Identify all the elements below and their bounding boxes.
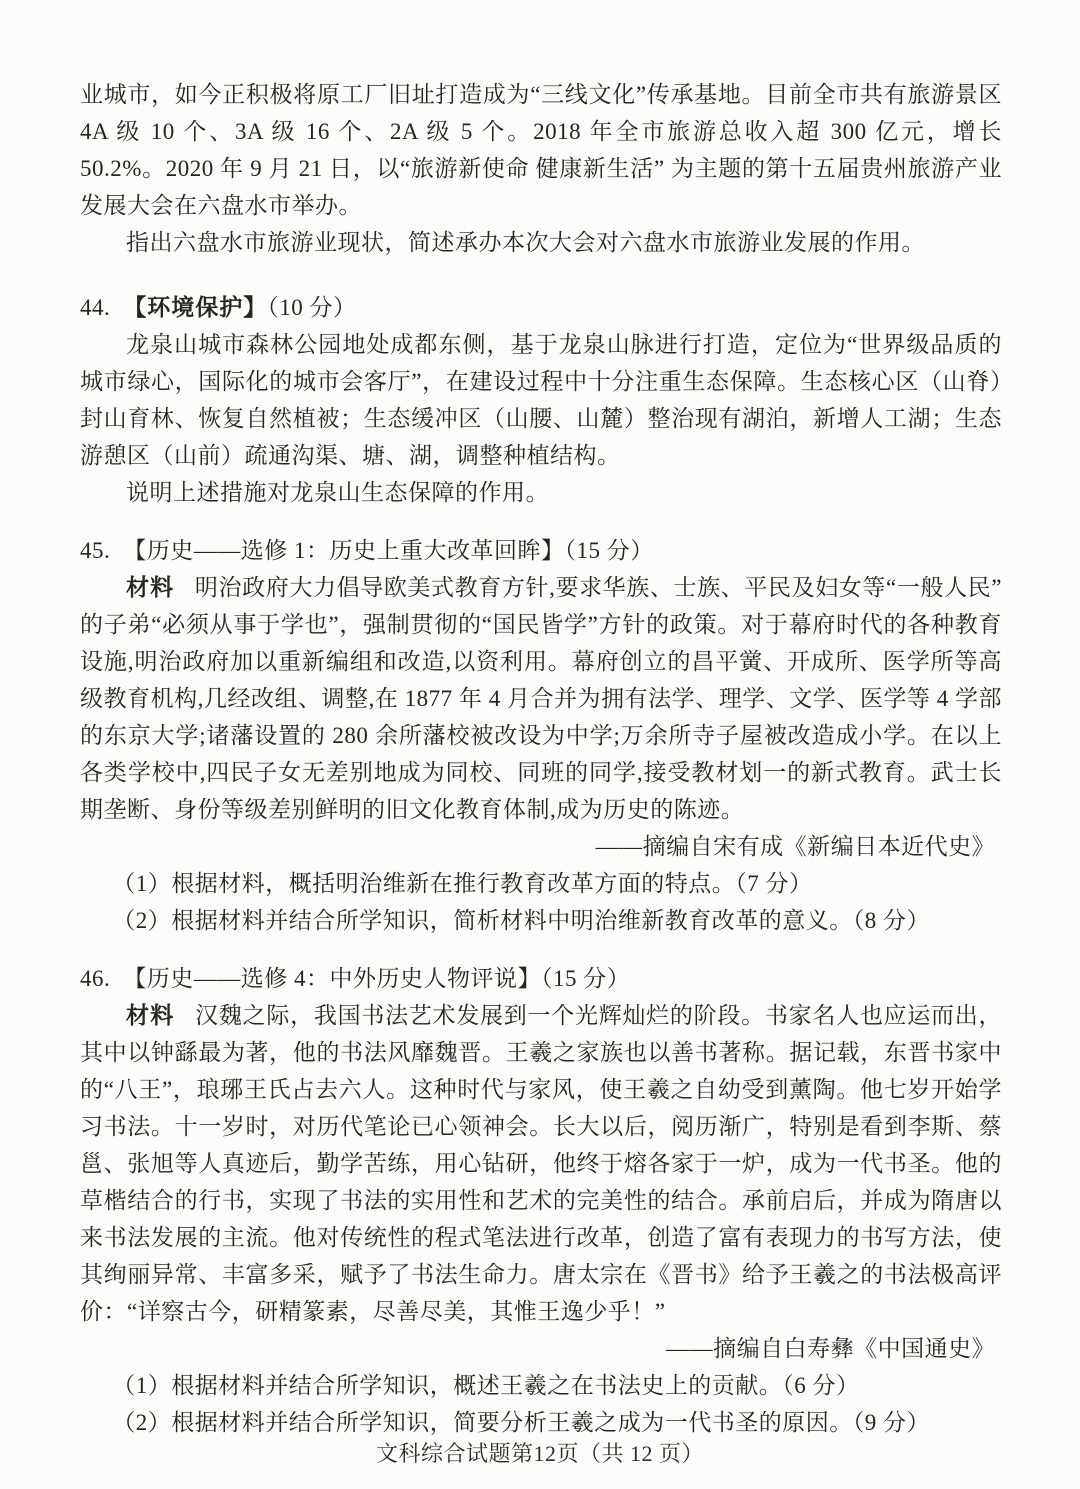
question-task: 指出六盘水市旅游业现状，简述承办本次大会对六盘水市旅游业发展的作用。 [126,230,925,255]
question-heading [80,960,1002,997]
material-paragraph: 龙泉山城市森林公园地处成都东侧，基于龙泉山脉进行打造，定位为“世界级品质的城市绿心，国际化的城市会客厅”，在建设过程中十分注重生态保障。生态核心区（山脊）封山育林、恢复自然植被；生态缓冲区（山腰、山麓）整治现有湖泊，新增人工湖；生态游憩区（山前）疏通沟渠、塘、湖，调整种植结构。 [80,332,1002,468]
question-number: 46. [80,966,111,991]
question-score: （15 分） [541,966,631,991]
sub-question-1: （1）根据材料并结合所学知识，概述王羲之在书法史上的贡献。（6 分） [112,1373,860,1398]
question-score: （10 分） [267,295,357,320]
exam-text-area [80,76,1002,1441]
question-task: 说明上述措施对龙泉山生态保障的作用。 [126,480,549,505]
question-title: 【历史——选修 1：历史上重大改革回眸】 [123,538,565,563]
material-paragraph [80,997,1002,1330]
material-source: ——摘编自白寿彝《中国通史》 [666,1336,996,1361]
question-46 [80,960,1002,1441]
question-43-continuation [80,76,1002,261]
question-title: 【环境保护】 [123,295,268,320]
sub-question-2: （2）根据材料并结合所学知识，简析材料中明治维新教育改革的意义。（8 分） [112,908,930,933]
material-text: 明治政府大力倡导欧美式教育方针,要求华族、士族、平民及妇女等“一般人民”的子弟“必须从事于学也”，强制贯彻的“国民皆学”方针的政策。对于幕府时代的各种教育设施,明治政府加以重新编组和改造,以资利用。幕府创立的昌平黉、开成所、医学所等高级教育机构,几经改组、调整,在 1877 年 4 月合并为拥有法学、理学、文学、医学等 4 学部的东京大学;诸藩设置的 280 余所藩校被改设为中学;万余所寺子屋被改造成小学。在以上各类学校中,四民子女无差别地成为同校、同班的同学,接受教材划一的新式教育。武士长期垄断、身份等级差别鲜明的旧文化教育体制,成为历史的陈迹。 [80,575,1003,822]
material-text: 汉魏之际，我国书法艺术发展到一个光辉灿烂的阶段。书家名人也应运而出，其中以钟繇最为著，他的书法风靡魏晋。王羲之家族也以善书著称。据记载，东晋书家中的“八王”，琅琊王氏占去六人。这种时代与家风，使王羲之自幼受到薰陶。他七岁开始学习书法。十一岁时，对历代笔论已心领神会。长大以后，阅历渐广，特别是看到李斯、蔡邕、张旭等人真迹后，勤学苦练，用心钻研，他终于熔各家于一炉，成为一代书圣。他的草楷结合的行书，实现了书法的实用性和艺术的完美性的结合。承前启后，并成为隋唐以来书法发展的主流。他对传统性的程式笔法进行改革，创造了富有表现力的书写方法，使其绚丽异常、丰富多采，赋予了书法生命力。唐太宗在《晋书》给予王羲之的书法极高评价：“详察古今，研精篆素，尽善尽美，其惟王逸少乎！” [80,1003,1003,1324]
material-label: 材料 [126,575,175,600]
page-footer: 文科综合试题第12页（共 12 页） [375,1441,704,1466]
question-number: 44. [80,295,111,320]
sub-question-2: （2）根据材料并结合所学知识，简要分析王羲之成为一代书圣的原因。（9 分） [112,1410,930,1435]
material-source: ——摘编自宋有成《新编日本近代史》 [595,834,996,859]
question-heading [80,532,1002,569]
question-score: （15 分） [564,538,654,563]
sub-question-1: （1）根据材料，概括明治维新在推行教育改革方面的特点。（7 分） [112,871,813,896]
question-title: 【历史——选修 4：中外历史人物评说】 [123,966,541,991]
material-label: 材料 [126,1003,175,1028]
continuation-paragraph: 业城市，如今正积极将原工厂旧址打造成为“三线文化”传承基地。目前全市共有旅游景区 4A 级 10 个、3A 级 16 个、2A 级 5 个。2018 年全市旅游总收入超 300 亿元，增长 50.2%。2020 年 9 月 21 日，以“旅游新使命 健康新生活” 为主题的第十五届贵州旅游产业发展大会在六盘水市举办。 [80,82,1002,218]
question-heading [80,289,1002,326]
question-number: 45. [80,538,111,563]
question-45 [80,532,1002,939]
question-44 [80,289,1002,511]
material-paragraph [80,569,1002,828]
